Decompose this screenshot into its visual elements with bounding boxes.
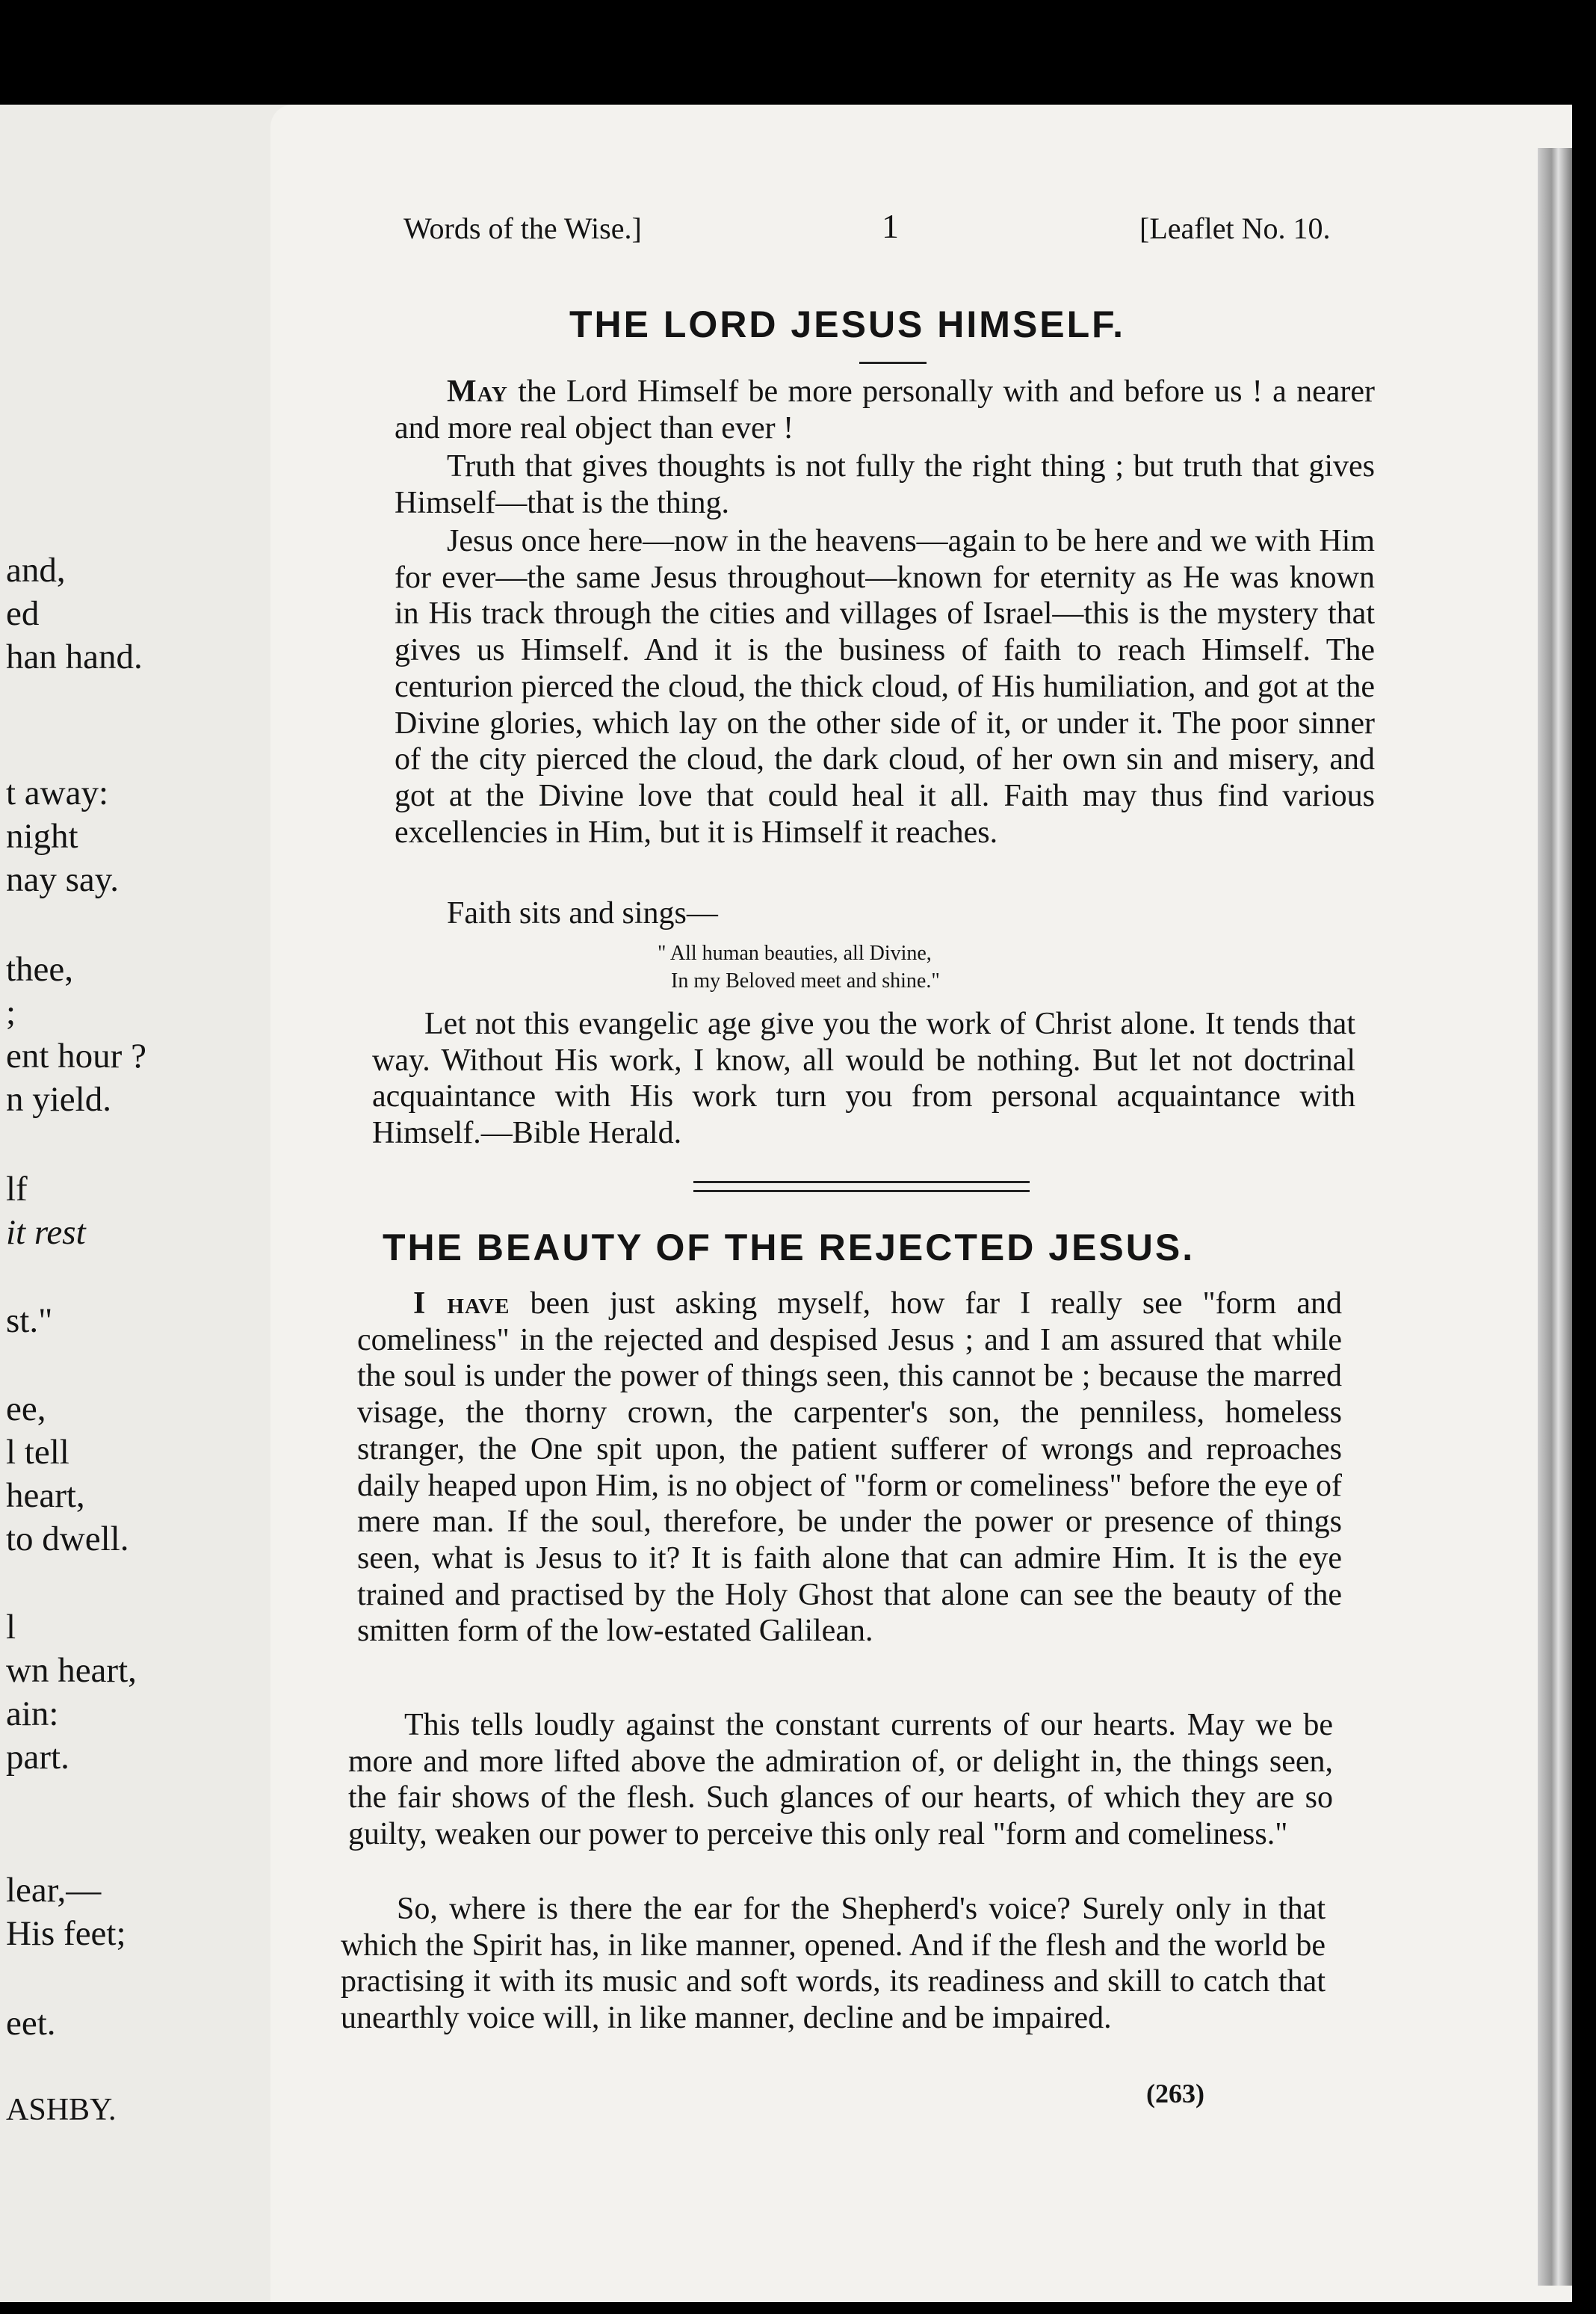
page-edge [1538, 148, 1572, 2286]
left-line: part. [6, 1738, 69, 1777]
lead-word: I have [413, 1286, 510, 1321]
left-line: heart, [6, 1476, 85, 1515]
lead-word: May [447, 374, 508, 409]
left-line: eet. [6, 2004, 56, 2043]
title-rule [859, 362, 927, 364]
left-line: han hand. [6, 638, 143, 676]
header-leaflet-number: [Leaflet No. 10. [1139, 212, 1331, 245]
left-line: thee, [6, 950, 74, 989]
left-page [0, 105, 305, 2302]
paragraph-text: the Lord Himself be more personally with and before us ! a nearer and more real object than ever ! [395, 374, 1375, 445]
left-line: ee, [6, 1389, 46, 1428]
paragraph: Truth that gives thoughts is not fully the right thing ; but truth that gives Himself—that is the thing. [395, 449, 1375, 520]
header-page-number: 1 [882, 207, 899, 245]
left-line: ; [6, 993, 16, 1032]
paragraph [395, 374, 1375, 446]
separator-rule [693, 1181, 1030, 1183]
article-title: THE LORD JESUS HIMSELF. [569, 303, 1126, 345]
left-line: to dwell. [6, 1519, 129, 1558]
left-line: His feet; [6, 1914, 126, 1953]
article-title: THE BEAUTY OF THE REJECTED JESUS. [383, 1227, 1196, 1268]
left-line: lear,— [6, 1871, 102, 1910]
left-line: lf [6, 1170, 28, 1209]
left-line: ent hour ? [6, 1037, 146, 1076]
paragraph-text: been just asking myself, how far I really see "form and comeliness" in the rejected and despised Jesus ; and I am assured that while the soul is under the power of things seen, this cannot be ; because the marred visage, the thorny crown, the carpenter's son, the penniless, homeless stranger, the One spit upon, the patient sufferer of wrongs and reproaches daily heaped upon Him, is no object of "form or comeliness" before the eye of mere man. If the soul, therefore, be under the power or presence of things seen, what is Jesus to it? It is faith alone that can admire Him. It is the eye trained and practised by the Holy Ghost that alone can see the beauty of the smitten form of the low-estated Galilean. [357, 1286, 1342, 1649]
separator-rule [693, 1190, 1030, 1192]
left-line: ed [6, 594, 40, 633]
left-line: l tell [6, 1433, 69, 1472]
left-line: nay say. [6, 860, 119, 899]
paragraph [357, 1286, 1342, 1650]
left-line: it rest [6, 1213, 86, 1252]
paragraph: Jesus once here—now in the heavens—again to be here and we with Him for ever—the same Jesus throughout—known for eternity as He was known in His track through the cities and villages of Israel—this is the mystery that gives us Himself. And it is the business of faith to reach Himself. The centurion pierced the cloud, the thick cloud, of His humiliation, and got at the Divine glories, which lay on the other side of it, or under it. The poor sinner of the city pierced the cloud, the dark cloud, of her own sin and misery, and got at the Divine love that could heal it all. Faith may thus find various excellencies in Him, but it is Himself it reaches. [395, 524, 1375, 850]
left-line: ain: [6, 1694, 59, 1733]
paragraph: So, where is there the ear for the Shepherd's voice? Surely only in that which the Spirit has, in like manner, opened. And if the flesh and the world be practising it with its music and soft words, its readiness and skill to catch that unearthly voice will, in like manner, decline and be impaired. [341, 1892, 1326, 2036]
header-series: Words of the Wise.] [403, 212, 642, 245]
left-line: wn heart, [6, 1651, 137, 1690]
left-line: l [6, 1608, 16, 1647]
left-line: st." [6, 1301, 53, 1340]
footer-page-number: (263) [1146, 2079, 1204, 2108]
paragraph: This tells loudly against the constant currents of our hearts. May we be more and more lifted above the admiration of, or delight in, the things seen, the fair shows of the flesh. Such glances of our hearts, of which they are so guilty, weaken our power to perceive this only real "form and comeliness." [348, 1708, 1333, 1852]
left-line: night [6, 817, 78, 856]
left-line: ASHBY. [6, 2093, 117, 2127]
quote-line: " All human beauties, all Divine, [658, 942, 932, 965]
left-line: and, [6, 551, 66, 590]
left-line: n yield. [6, 1080, 111, 1119]
paragraph: Faith sits and sings— [447, 896, 718, 931]
paragraph: Let not this evangelic age give you the work of Christ alone. It tends that way. Without His work, I know, all would be nothing. But let not doctrinal acquaintance with His work turn you from personal acquaintance with Himself.—Bible Herald. [372, 1007, 1355, 1151]
left-line: t away: [6, 774, 109, 812]
quote-line: In my Beloved meet and shine." [671, 969, 940, 993]
